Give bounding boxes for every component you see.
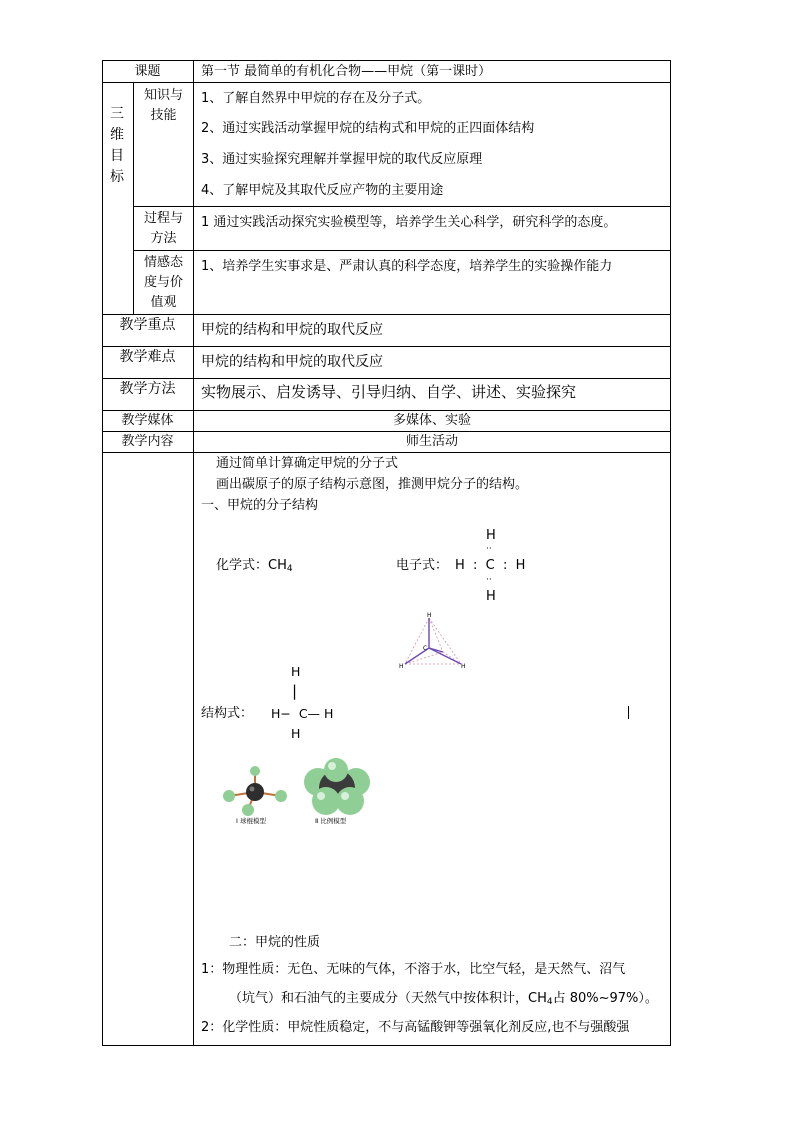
emotion-label: 情感态 度与价 值观 [143,255,183,310]
row-line-difficulty [102,378,671,379]
knowledge-item-4: 4、了解甲烷及其取代反应产物的主要用途 [201,183,444,198]
physical-properties-line-1: 1：物理性质：无色、无味的气体，不溶于水，比空气轻，是天然气、沼气 [201,962,626,977]
table-border-right [670,60,671,1046]
ball-stick-model [218,766,292,818]
table-border-bottom [102,1045,671,1046]
structural-top-h: H [291,664,301,679]
row-line-knowledge [133,206,671,207]
intro-line-1: 通过简单计算确定甲烷的分子式 [216,456,399,471]
stray-text-cursor [628,706,629,719]
table-border-left [102,60,103,1046]
emotion-text: 1、培养学生实事求是、严肃认真的科学态度，培养学生的实验操作能力 [201,259,613,274]
intro-line-2: 画出碳原子的原子结构示意图，推测甲烷分子的结构。 [216,477,529,492]
process-label: 过程与 方法 [143,211,183,246]
physical-properties-line-2: （坑气）和石油气的主要成分（天然气中按体积计，$CH_4$占 80%~97%）。 [229,991,658,1007]
content-text: 师生活动 [405,434,458,449]
chemical-properties-line: 2：化学性质：甲烷性质稳定，不与高锰酸钾等强氧化剂反应,也不与强酸强 [201,1020,630,1035]
electron-formula-label: 电子式： [396,558,449,573]
row-line-content [102,452,671,453]
knowledge-item-1: 1、了解自然界中甲烷的存在及分子式。 [201,91,431,106]
table-divider-label [193,60,194,1046]
method-label: 教学方法 [119,381,176,397]
tetrahedron-diagram [395,612,475,674]
knowledge-item-3: 3、通过实验探究理解并掌握甲烷的取代反应原理 [201,152,483,167]
difficulty-label: 教学难点 [119,349,176,365]
row-line-1 [102,82,671,83]
structural-formula-label: 结构式： [201,706,254,721]
section-1-title: 一、甲烷的分子结构 [201,498,319,513]
topic-label: 课题 [134,64,161,79]
svg-text:C: C [423,645,428,652]
row-line-key [102,346,671,347]
electron-dots-top: ·· [486,544,492,554]
row-line-process [133,250,671,251]
svg-text:H: H [399,663,404,670]
media-text: 多媒体、实验 [392,413,471,428]
goals-side-label: 三 维 目 标 [110,106,124,185]
media-label: 教学媒体 [121,413,174,428]
topic-title: 第一节 最简单的有机化合物——甲烷（第一课时） [201,64,492,79]
structural-bottom-h: H [291,726,301,741]
row-line-goals [102,314,671,315]
space-filling-model-label: Ⅱ 比例模型 [315,817,347,825]
svg-text:H: H [427,612,432,619]
space-filling-model [302,758,372,818]
process-text: 1 通过实践活动探究实验模型等，培养学生关心科学，研究科学的态度。 [201,215,617,230]
table-border-top [102,60,671,61]
key-label: 教学重点 [119,317,176,333]
row-line-media [102,431,671,432]
ball-stick-model-label: Ⅰ 球棍模型 [236,817,266,825]
knowledge-label: 知识与 技能 [143,88,183,123]
knowledge-item-2: 2、通过实践活动掌握甲烷的结构式和甲烷的正四面体结构 [201,121,535,136]
electron-top-h: H [486,528,496,543]
chemical-formula: 化学式：$CH_4$ [216,558,293,574]
electron-bottom-h: H [486,589,496,604]
key-text: 甲烷的结构和甲烷的取代反应 [201,322,383,338]
svg-text:H: H [461,663,466,670]
electron-dots-bottom: ·· [486,575,492,585]
row-line-method [102,410,671,411]
structural-formula-center: H− C— H [271,706,334,721]
section-2-title: 二：甲烷的性质 [229,935,321,950]
difficulty-text: 甲烷的结构和甲烷的取代反应 [201,354,383,370]
structural-vertical-bond: | [292,682,298,700]
content-label: 教学内容 [121,434,174,449]
method-text: 实物展示、启发诱导、引导归纳、自学、讲述、实验探究 [201,383,577,401]
electron-formula-center: H : C : H [455,558,526,573]
